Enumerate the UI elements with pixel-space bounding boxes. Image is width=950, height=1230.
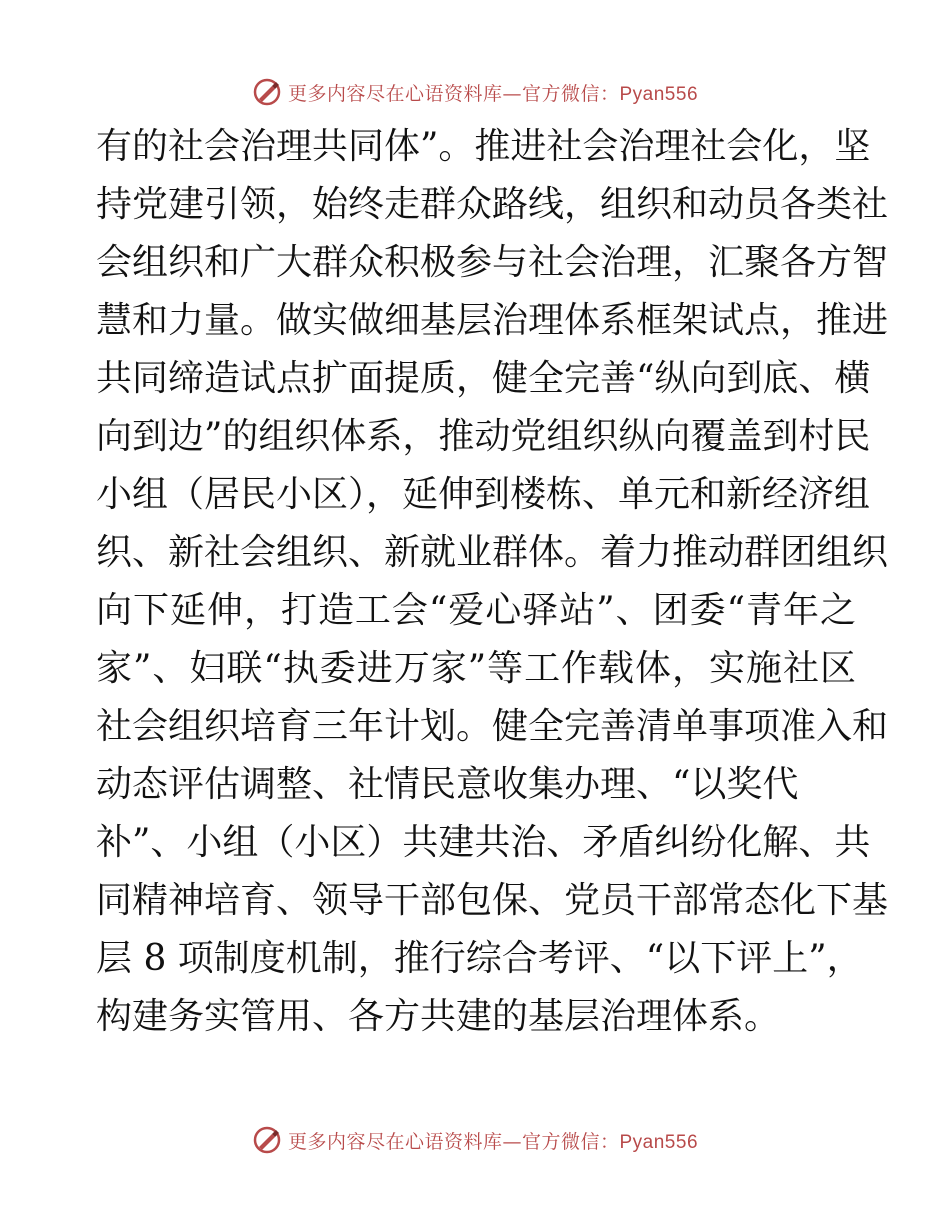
text-line: 层 8 项制度机制，推行综合考评、“以下评上”，: [96, 938, 863, 979]
text-line: 小组（居民小区），延伸到楼栋、单元和新经济组: [96, 474, 871, 515]
text-line: 慧和力量。做实做细基层治理体系框架试点，推进: [96, 300, 889, 341]
header-watermark: [0, 72, 950, 112]
header-watermark-id: Pyan556: [619, 83, 699, 105]
text-line: 同精神培育、领导干部包保、党员干部常态化下基: [96, 880, 889, 921]
logo-icon: [252, 1125, 282, 1155]
body-text: [96, 118, 889, 1046]
text-line: 织、新社会组织、新就业群体。着力推动群团组织: [96, 532, 889, 573]
text-line: 家”、妇联“执委进万家”等工作载体，实施社区: [96, 648, 856, 689]
footer-watermark: [0, 1120, 950, 1160]
logo-icon: [252, 77, 282, 107]
text-line: 构建务实管用、各方共建的基层治理体系。: [96, 996, 781, 1037]
header-watermark-cn: 更多内容尽在心语资料库—官方微信：: [287, 82, 620, 105]
text-line: 有的社会治理共同体”。推进社会治理社会化，坚: [96, 126, 871, 167]
text-line: 会组织和广大群众积极参与社会治理，汇聚各方智: [96, 242, 889, 283]
footer-watermark-id: Pyan556: [619, 1131, 699, 1153]
header-watermark-text: [288, 79, 698, 106]
text-line: 向下延伸，打造工会“爱心驿站”、团委“青年之: [96, 590, 856, 631]
text-line: 补”、小组（小区）共建共治、矛盾纠纷化解、共: [96, 822, 871, 863]
text-line: 共同缔造试点扩面提质，健全完善“纵向到底、横: [96, 358, 871, 399]
text-line: 动态评估调整、社情民意收集办理、“以奖代: [96, 764, 799, 805]
text-line: 持党建引领，始终走群众路线，组织和动员各类社: [96, 184, 889, 225]
text-line: 向到边”的组织体系，推动党组织纵向覆盖到村民: [96, 416, 871, 457]
footer-watermark-text: [288, 1127, 698, 1154]
footer-watermark-cn: 更多内容尽在心语资料库—官方微信：: [287, 1130, 620, 1153]
text-line: 社会组织培育三年计划。健全完善清单事项准入和: [96, 706, 889, 747]
